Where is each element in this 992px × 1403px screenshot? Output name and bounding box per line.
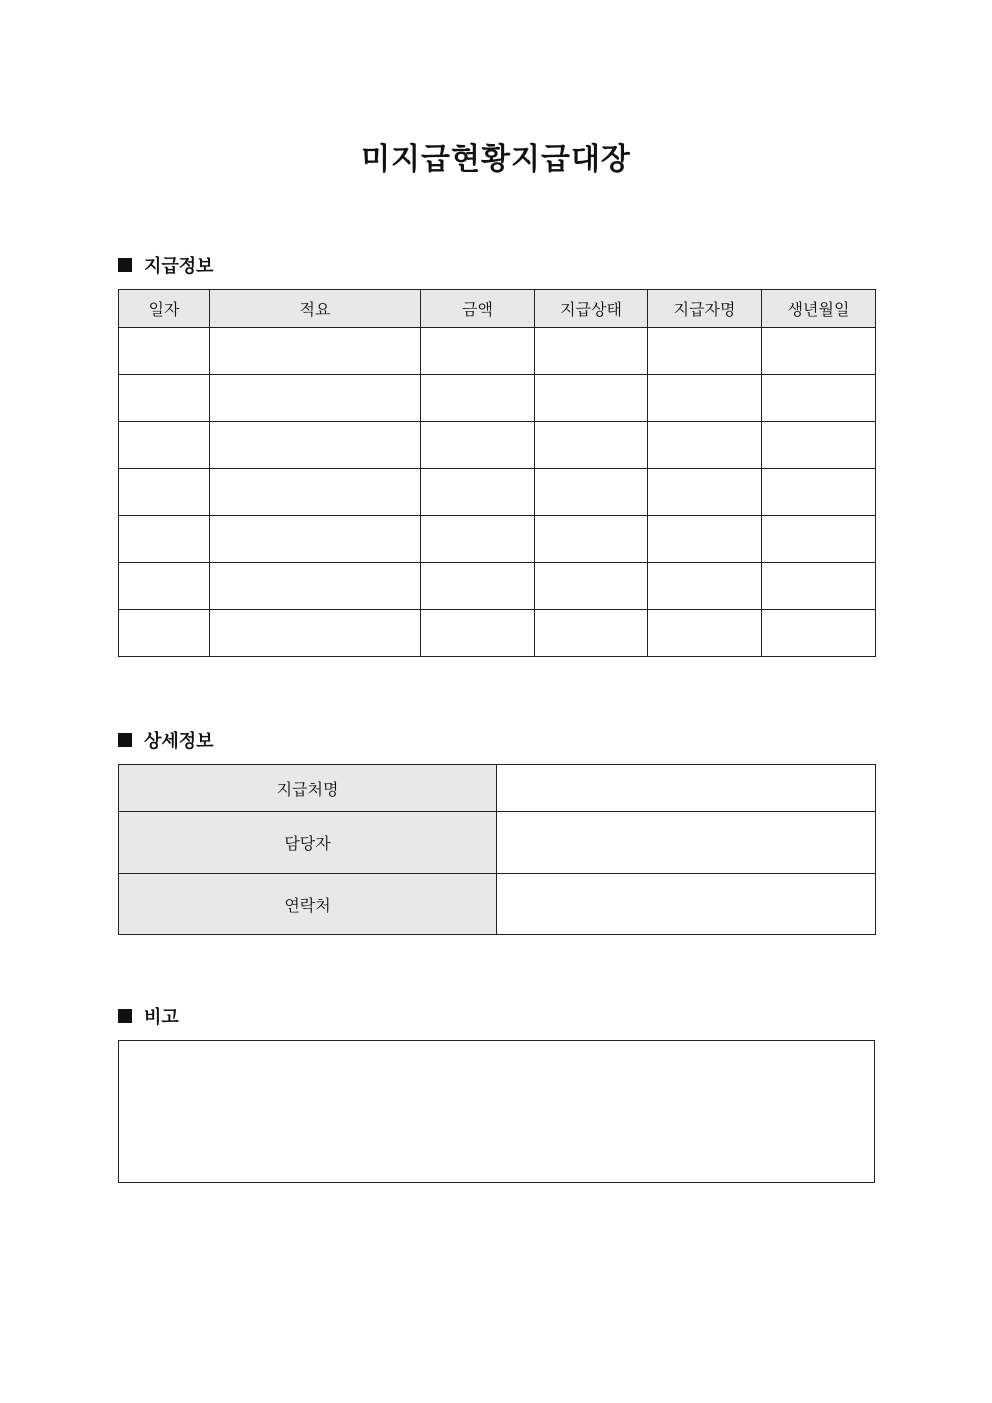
- table-cell[interactable]: [421, 469, 535, 516]
- table-cell[interactable]: [535, 375, 648, 422]
- table-cell[interactable]: [648, 563, 762, 610]
- table-cell[interactable]: [648, 469, 762, 516]
- table-cell[interactable]: [762, 610, 876, 657]
- table-cell[interactable]: [421, 328, 535, 375]
- table-cell[interactable]: [119, 610, 210, 657]
- table-cell[interactable]: [119, 563, 210, 610]
- table-cell[interactable]: [535, 469, 648, 516]
- table-cell[interactable]: [421, 563, 535, 610]
- table-cell[interactable]: [648, 516, 762, 563]
- table-cell[interactable]: [535, 328, 648, 375]
- section-heading-detail: [118, 727, 214, 753]
- section-title: 지급정보: [144, 256, 214, 277]
- section-title: 상세정보: [144, 731, 214, 752]
- table-cell[interactable]: [648, 375, 762, 422]
- section-heading-note: [118, 1003, 179, 1029]
- table-row: [119, 469, 876, 516]
- page-title: 미지급현황지급대장: [361, 142, 631, 177]
- table-cell[interactable]: [210, 563, 421, 610]
- table-cell[interactable]: [421, 375, 535, 422]
- table-cell[interactable]: [762, 328, 876, 375]
- table-cell[interactable]: [210, 610, 421, 657]
- table-cell[interactable]: [119, 469, 210, 516]
- section-title: 비고: [144, 1007, 179, 1028]
- table-row: [119, 328, 876, 375]
- column-header-birthdate: 생년월일: [762, 290, 876, 328]
- section-heading-payment: [118, 252, 214, 278]
- table-cell[interactable]: [535, 563, 648, 610]
- detail-row-payee: [119, 765, 876, 812]
- table-cell[interactable]: [119, 422, 210, 469]
- table-cell[interactable]: [535, 610, 648, 657]
- table-row: [119, 375, 876, 422]
- detail-value-manager[interactable]: [497, 812, 876, 874]
- detail-label-contact: 연락처: [119, 874, 497, 935]
- table-cell[interactable]: [762, 375, 876, 422]
- detail-table: [118, 764, 876, 935]
- table-cell[interactable]: [762, 516, 876, 563]
- table-cell[interactable]: [421, 422, 535, 469]
- table-cell[interactable]: [119, 516, 210, 563]
- column-header-status: 지급상태: [535, 290, 648, 328]
- table-cell[interactable]: [119, 375, 210, 422]
- table-cell[interactable]: [762, 563, 876, 610]
- table-cell[interactable]: [210, 422, 421, 469]
- table-row: [119, 422, 876, 469]
- square-bullet-icon: [118, 1009, 132, 1023]
- table-cell[interactable]: [421, 610, 535, 657]
- table-row: [119, 563, 876, 610]
- detail-row-manager: [119, 812, 876, 874]
- table-cell[interactable]: [210, 516, 421, 563]
- table-cell[interactable]: [648, 610, 762, 657]
- table-cell[interactable]: [535, 516, 648, 563]
- table-header-row: [119, 290, 876, 328]
- detail-label-payee: 지급처명: [119, 765, 497, 812]
- table-cell[interactable]: [762, 469, 876, 516]
- table-cell[interactable]: [119, 328, 210, 375]
- square-bullet-icon: [118, 733, 132, 747]
- column-header-amount: 금액: [421, 290, 535, 328]
- table-cell[interactable]: [210, 328, 421, 375]
- table-cell[interactable]: [210, 469, 421, 516]
- table-cell[interactable]: [210, 375, 421, 422]
- column-header-description: 적요: [210, 290, 421, 328]
- column-header-payer-name: 지급자명: [648, 290, 762, 328]
- detail-value-payee[interactable]: [497, 765, 876, 812]
- table-cell[interactable]: [648, 328, 762, 375]
- table-cell[interactable]: [535, 422, 648, 469]
- square-bullet-icon: [118, 258, 132, 272]
- note-box[interactable]: [118, 1040, 875, 1183]
- detail-row-contact: [119, 874, 876, 935]
- detail-value-contact[interactable]: [497, 874, 876, 935]
- table-cell[interactable]: [421, 516, 535, 563]
- table-cell[interactable]: [762, 422, 876, 469]
- column-header-date: 일자: [119, 290, 210, 328]
- table-row: [119, 610, 876, 657]
- table-cell[interactable]: [648, 422, 762, 469]
- detail-label-manager: 담당자: [119, 812, 497, 874]
- payment-table: [118, 289, 876, 657]
- table-row: [119, 516, 876, 563]
